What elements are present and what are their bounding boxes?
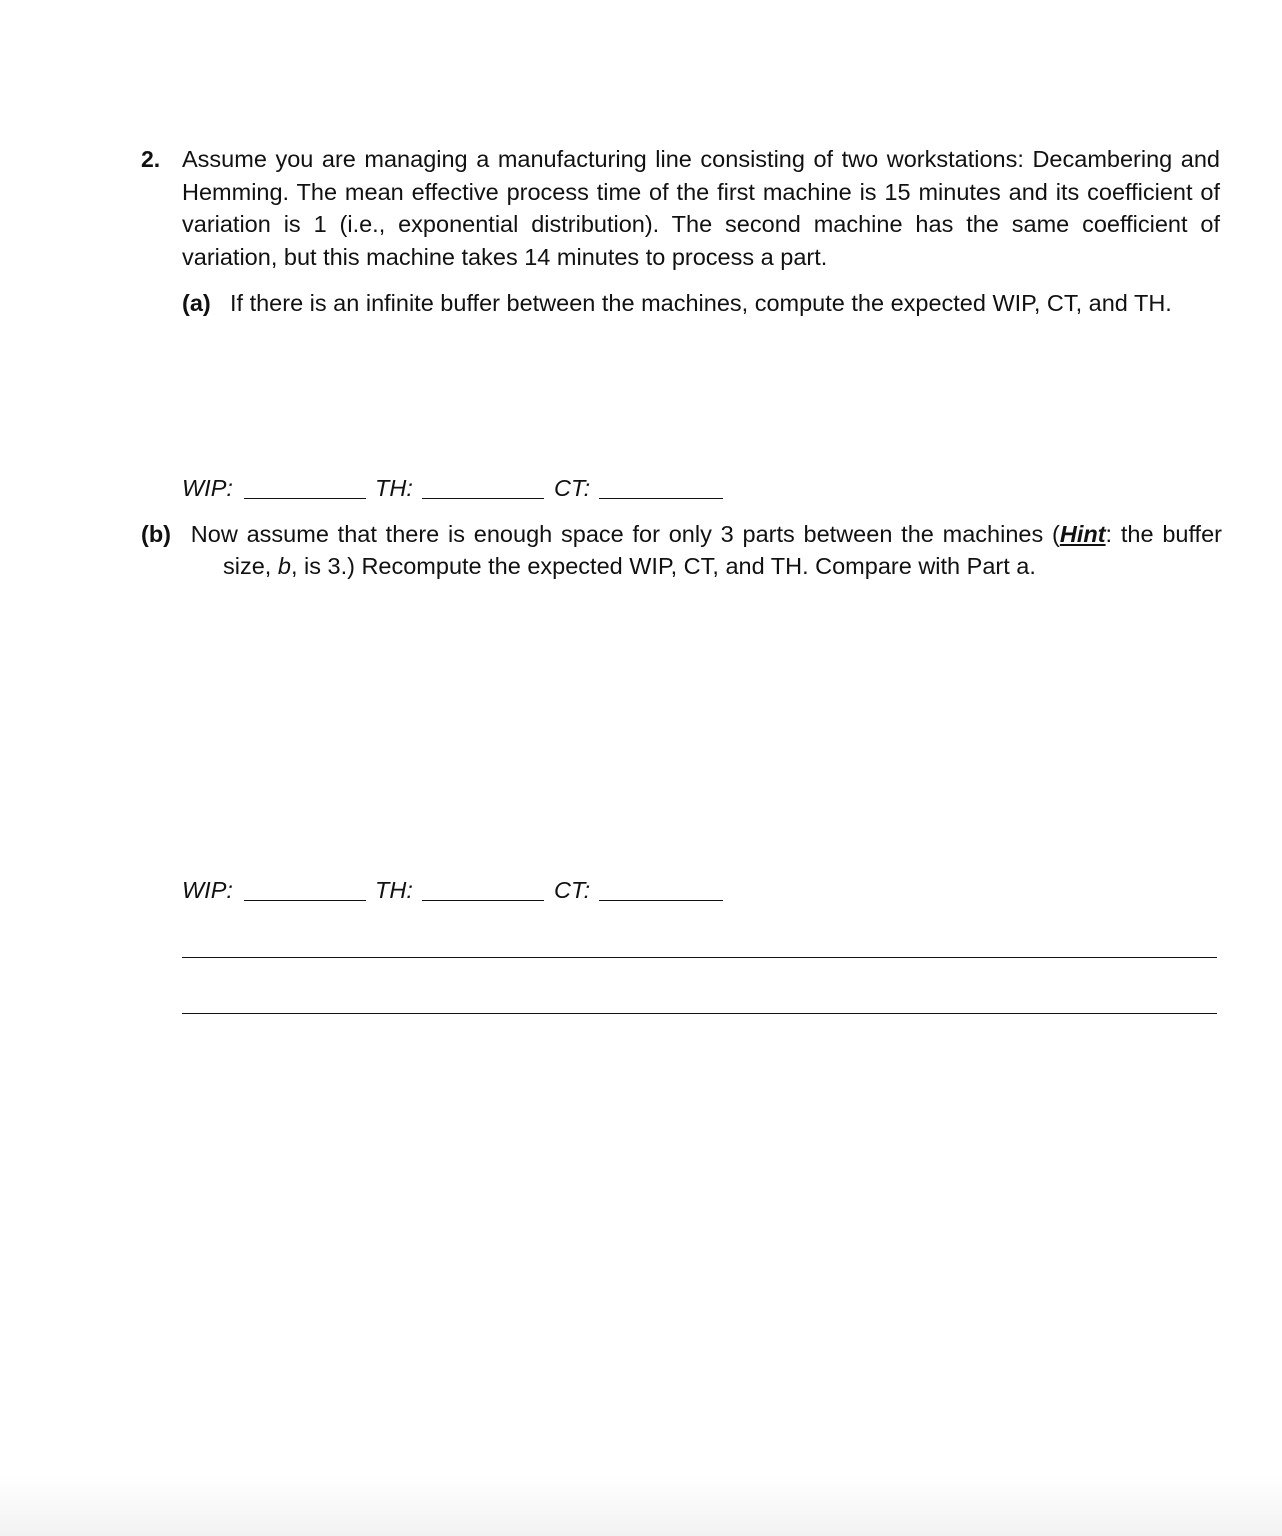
part-a-text: If there is an infinite buffer between the machines, compute the expected WIP, CT, and TH. <box>230 290 1172 316</box>
part-b-text-start: Now assume that there is enough space for only 3 parts between the machines ( <box>182 521 1060 547</box>
part-a-label: (a) <box>182 290 211 316</box>
buffer-variable: b <box>277 553 291 579</box>
hint-label: Hint <box>1059 521 1106 547</box>
part-a-ct-label: CT: <box>554 475 591 501</box>
part-b-th-label: TH: <box>375 877 413 903</box>
part-b-ct-label: CT: <box>554 877 591 903</box>
part-a-wip-blank[interactable] <box>244 498 366 499</box>
part-a-ct-blank[interactable] <box>599 498 723 499</box>
comparison-answer-line-2[interactable] <box>182 1013 1217 1014</box>
part-b-wip-blank[interactable] <box>244 900 366 901</box>
page-bottom-shadow <box>0 1476 1282 1536</box>
part-b-th-blank[interactable] <box>422 900 544 901</box>
part-b-wip-label: WIP: <box>182 877 233 903</box>
part-b-ct-blank[interactable] <box>599 900 723 901</box>
part-b-text: (b) Now assume that there is enough space for only 3 parts between the machines (Hint: the buffer size, b, is 3.) Recompute the expected WIP, CT, and TH. Compare with Part a. <box>141 521 1222 579</box>
part-a <box>182 287 1222 319</box>
question-number: 2. <box>141 146 161 172</box>
part-a-th-label: TH: <box>375 475 413 501</box>
part-b-text-middle: : the buffer size, <box>223 521 1222 579</box>
comparison-answer-line-1[interactable] <box>182 957 1217 958</box>
part-a-th-blank[interactable] <box>422 498 544 499</box>
part-b-text-end: , is 3.) Recompute the expected WIP, CT, and TH. Compare with Part a. <box>290 553 1036 579</box>
question-text: Assume you are managing a manufacturing line consisting of two workstations: Decambering and Hemming. The mean effective process time of the first machine is 15 minutes and its coefficient of variation is 1 (i.e., exponential distribution). The second machine has the same coefficient of variation, but this machine takes 14 minutes to process a part. <box>182 146 1220 270</box>
part-a-wip-label: WIP: <box>182 475 233 501</box>
part-b <box>141 518 1222 582</box>
